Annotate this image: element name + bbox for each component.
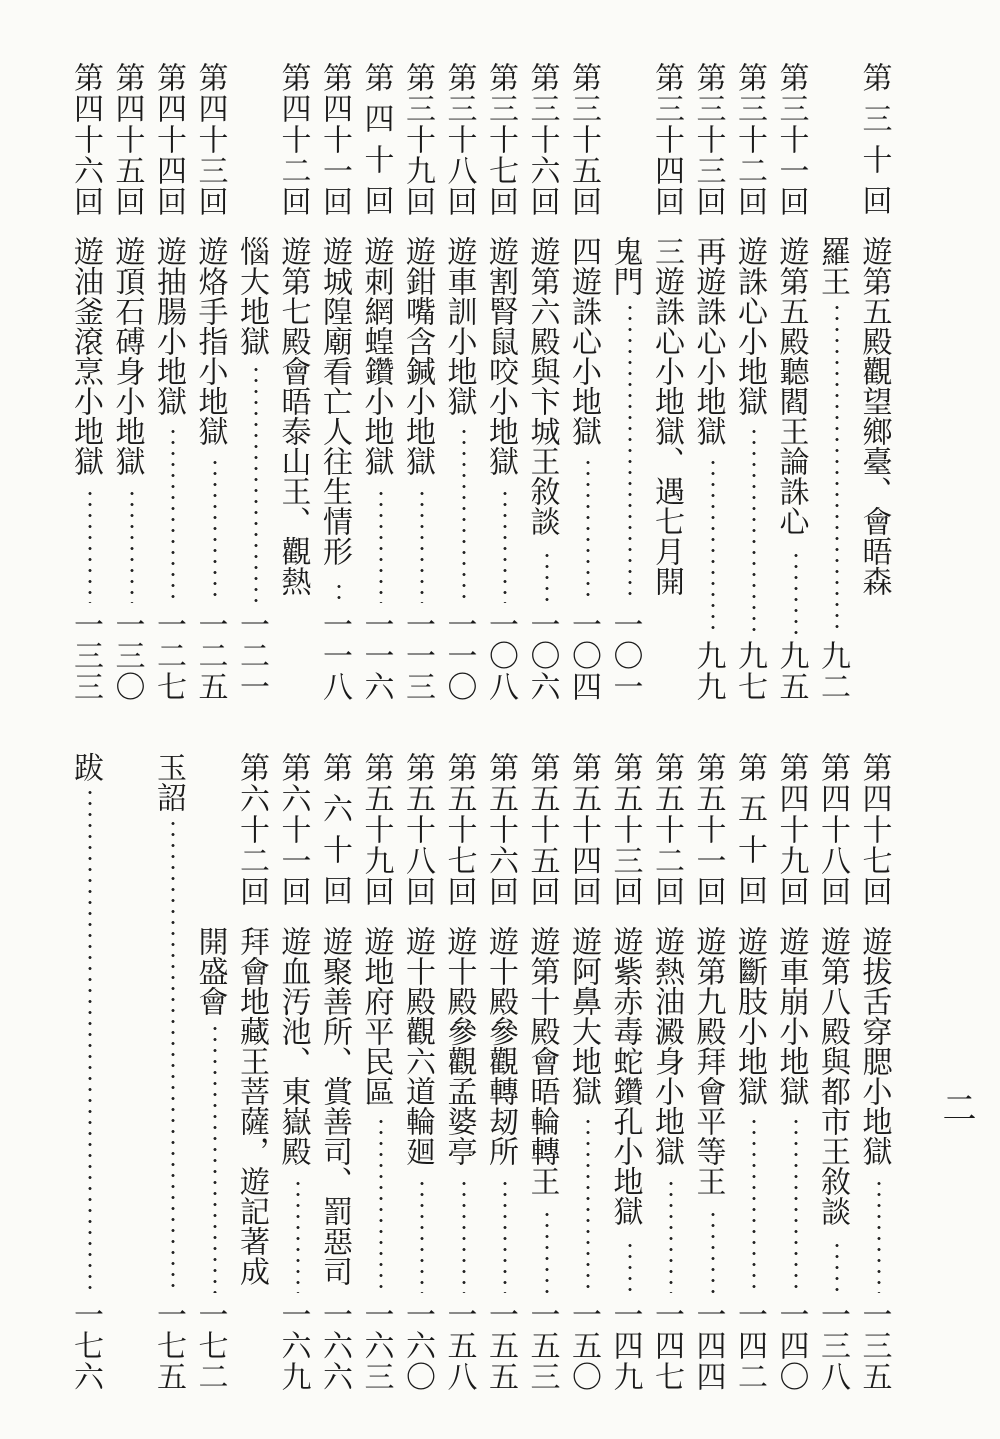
- page-ref: 一一八: [317, 609, 352, 702]
- leader-dots: [711, 457, 715, 634]
- toc-entry: [192, 62, 237, 702]
- chapter-number: 第四十回: [358, 62, 394, 226]
- toc-entry: [275, 62, 320, 702]
- page-ref: 一四〇: [773, 1299, 809, 1392]
- page-ref: 一六六: [317, 1299, 352, 1392]
- entry-title: 三遊誅心小地獄、遇七月開: [649, 236, 684, 596]
- chapter-number: 第四十一回: [317, 62, 352, 217]
- page-ref: 一〇八: [483, 609, 518, 702]
- toc-entry: [441, 752, 486, 1392]
- page-ref: 一四九: [607, 1299, 643, 1392]
- leader-dots: [296, 1178, 300, 1293]
- entry-title: 遊頂石磗身小地獄: [109, 236, 145, 476]
- toc-entry: [568, 62, 610, 702]
- page-ref: 一四四: [690, 1299, 726, 1392]
- chapter-number: 第五十七回: [441, 752, 477, 907]
- toc-entry: [153, 752, 195, 1392]
- toc-entry: [651, 752, 693, 1392]
- page-ref: 一四七: [649, 1299, 684, 1392]
- toc-entry: [109, 62, 154, 702]
- leader-dots: [586, 457, 590, 603]
- page-ref: 一五五: [483, 1299, 518, 1392]
- page-ref: 一二五: [192, 609, 228, 702]
- entry-title: 遊抽腸小地獄: [151, 236, 186, 416]
- toc-entry: [524, 752, 569, 1392]
- entry-title: 遊城隍廟看亡人往生情形: [317, 236, 352, 566]
- leader-dots: [752, 426, 756, 634]
- toc-top-block: [40, 62, 900, 702]
- page-ref: 一六九: [275, 1299, 311, 1392]
- leader-dots: [503, 488, 507, 603]
- toc-entry: [773, 752, 818, 1392]
- toc-entry: [319, 752, 361, 1392]
- chapter-number: 第四十二回: [275, 62, 311, 217]
- entry-title: 遊第八殿與都市王敘談: [815, 926, 850, 1226]
- toc-entry: [690, 62, 735, 702]
- leader-dots: [503, 1178, 507, 1293]
- leader-dots: [752, 1116, 756, 1293]
- leader-dots: [462, 426, 466, 603]
- page-ref: 一一〇: [441, 609, 477, 702]
- leader-dots: [379, 1116, 383, 1293]
- chapter-number: 第三十二回: [732, 62, 767, 217]
- leader-dots: [586, 1116, 590, 1293]
- chapter-number: 第三十回: [856, 62, 892, 226]
- chapter-number: 第五十四回: [566, 752, 601, 907]
- page-ref: 九五: [773, 640, 809, 702]
- entry-title: 惱大地獄: [234, 236, 269, 356]
- toc-entry: [734, 752, 776, 1392]
- page-ref: 一〇一: [607, 609, 643, 702]
- entry-title: 遊車崩小地獄: [773, 926, 809, 1106]
- toc-entry: [734, 62, 776, 702]
- chapter-number: 第五十回: [732, 752, 767, 916]
- chapter-number: 第四十五回: [109, 62, 145, 217]
- toc-entry: [485, 752, 527, 1392]
- toc-entry: [651, 62, 693, 702]
- chapter-number: 第三十四回: [649, 62, 684, 217]
- entry-title: 遊阿鼻大地獄: [566, 926, 601, 1106]
- toc-entry: [441, 62, 486, 702]
- entry-title: 遊車訓小地獄: [441, 236, 477, 416]
- toc-entry: [70, 62, 112, 702]
- leader-dots: [379, 488, 383, 603]
- toc-entry: [153, 62, 195, 702]
- page-ref: 一七二: [192, 1299, 228, 1392]
- page-ref: 一〇六: [524, 609, 560, 702]
- toc-bottom-block: [40, 752, 900, 1392]
- page-ref: 一三八: [815, 1299, 850, 1392]
- chapter-number: 第五十一回: [690, 752, 726, 907]
- chapter-number: 第四十七回: [856, 752, 892, 907]
- toc-entry: [568, 752, 610, 1392]
- entry-title: 遊斷肢小地獄: [732, 926, 767, 1106]
- entry-title: 遊十殿參觀轉刼所: [483, 926, 518, 1166]
- leader-dots: [130, 488, 134, 603]
- page-number: 二: [936, 1090, 976, 1124]
- page-ref: 一二一: [234, 609, 269, 702]
- entry-title: 遊十殿參觀孟婆亭: [441, 926, 477, 1166]
- entry-title: 遊油釜滾烹小地獄: [68, 236, 103, 476]
- toc-entry: [817, 752, 859, 1392]
- leader-dots: [628, 302, 632, 603]
- entry-title: 鬼門: [607, 236, 643, 296]
- page-ref: 一四二: [732, 1299, 767, 1392]
- chapter-number: 第六十回: [317, 752, 352, 916]
- entry-title: 四遊誅心小地獄: [566, 236, 601, 446]
- entry-title: 遊第十殿會晤輪轉王: [524, 926, 560, 1196]
- entry-title: 遊誅心小地獄: [732, 236, 767, 416]
- toc-entry: [607, 752, 652, 1392]
- entry-title: 遊第六殿與卞城王敘談: [524, 236, 560, 536]
- leader-dots: [337, 581, 341, 603]
- page-ref: 一二七: [151, 609, 186, 702]
- page-ref: 九二: [815, 640, 850, 702]
- entry-title: 遊血汚池、東嶽殿: [275, 926, 311, 1166]
- entry-title: 遊鉗嘴含鍼小地獄: [400, 236, 435, 476]
- page-ref: 一五八: [441, 1299, 477, 1392]
- chapter-number: 第四十四回: [151, 62, 186, 217]
- page-ref: 一〇四: [566, 609, 601, 702]
- entry-title: 玉詔: [151, 752, 186, 812]
- chapter-number: 第三十六回: [524, 62, 560, 217]
- leader-dots: [213, 457, 217, 603]
- leader-dots: [794, 1116, 798, 1293]
- leader-dots: [877, 1178, 881, 1293]
- leader-dots: [462, 1178, 466, 1293]
- entry-title: 遊十殿觀六道輪廻: [400, 926, 435, 1166]
- toc-entry: [70, 752, 112, 1392]
- leader-dots: [669, 1178, 673, 1293]
- toc-entry: [856, 62, 901, 702]
- toc-entry: [275, 752, 320, 1392]
- leader-dots: [545, 1209, 549, 1293]
- toc-entry: [773, 62, 818, 702]
- entry-title: 遊烙手指小地獄: [192, 236, 228, 446]
- entry-title: 遊熱油澱身小地獄: [649, 926, 684, 1166]
- toc-entry: [856, 752, 901, 1392]
- toc-entry: [236, 752, 278, 1392]
- chapter-number: 第三十五回: [566, 62, 601, 217]
- page-ref: 一六三: [358, 1299, 394, 1392]
- toc-entry: [192, 752, 237, 1392]
- leader-dots: [420, 488, 424, 603]
- chapter-number: 第四十九回: [773, 752, 809, 907]
- page-ref: 一五三: [524, 1299, 560, 1392]
- leader-dots: [794, 550, 798, 634]
- page-ref: 一三〇: [109, 609, 145, 702]
- entry-title: 遊紫赤毒蛇鑽孔小地獄: [607, 926, 643, 1226]
- chapter-number: 第三十七回: [483, 62, 518, 217]
- chapter-number: 第五十八回: [400, 752, 435, 907]
- page-ref: 一三三: [68, 609, 103, 702]
- chapter-number: 第五十九回: [358, 752, 394, 907]
- leader-dots: [420, 1178, 424, 1293]
- toc-entry: [607, 62, 652, 702]
- chapter-number: 第四十八回: [815, 752, 850, 907]
- toc-entry: [112, 752, 154, 1392]
- leader-dots: [254, 364, 258, 603]
- entry-title: 遊第九殿拜會平等王: [690, 926, 726, 1196]
- entry-title: 遊第五殿觀望鄉臺、會晤森: [856, 236, 892, 596]
- leader-dots: [213, 1023, 217, 1293]
- toc-entry: [485, 62, 527, 702]
- leader-dots: [711, 1209, 715, 1293]
- page-ref: 九七: [732, 640, 767, 702]
- leader-dots: [628, 1240, 632, 1293]
- entry-title: 遊第七殿會晤泰山王、觀熱: [275, 236, 311, 596]
- leader-dots: [835, 302, 839, 634]
- page-ref: 一一三: [400, 609, 435, 702]
- page-ref: 一六〇: [400, 1299, 435, 1392]
- entry-title: 開盛會: [192, 926, 228, 1016]
- chapter-number: 第三十一回: [773, 62, 809, 217]
- entry-title: 遊拔舌穿腮小地獄: [856, 926, 892, 1166]
- chapter-number: 第三十三回: [690, 62, 726, 217]
- toc-entry: [690, 752, 735, 1392]
- chapter-number: 第五十三回: [607, 752, 643, 907]
- leader-dots: [835, 1240, 839, 1293]
- chapter-number: 第四十三回: [192, 62, 228, 217]
- chapter-number: 第四十六回: [68, 62, 103, 217]
- entry-title: 遊地府平民區: [358, 926, 394, 1106]
- entry-title: 再遊誅心小地獄: [690, 236, 726, 446]
- toc-entry: [817, 62, 859, 702]
- page-ref: 一五〇: [566, 1299, 601, 1392]
- chapter-number: 第五十二回: [649, 752, 684, 907]
- entry-title: 羅王: [815, 236, 850, 296]
- page-ref: 一一六: [358, 609, 394, 702]
- leader-dots: [88, 787, 92, 1293]
- toc-entry: [236, 62, 278, 702]
- toc-entry: [524, 62, 569, 702]
- entry-title: 遊刺網蝗鑽小地獄: [358, 236, 394, 476]
- entry-title: 跋: [68, 752, 103, 782]
- chapter-number: 第五十六回: [483, 752, 518, 907]
- entry-title: 拜會地藏王菩薩，遊記著成: [234, 926, 269, 1286]
- page-ref: 九九: [690, 640, 726, 702]
- toc-entry: [402, 62, 444, 702]
- entry-title: 遊割腎鼠咬小地獄: [483, 236, 518, 476]
- toc-entry: [319, 62, 361, 702]
- entry-title: 遊聚善所、賞善司、罰惡司: [317, 926, 352, 1286]
- toc-entry: [358, 752, 403, 1392]
- chapter-number: 第三十九回: [400, 62, 435, 217]
- leader-dots: [545, 550, 549, 603]
- toc-entry: [358, 62, 403, 702]
- toc-entry: [402, 752, 444, 1392]
- page-ref: 一三五: [856, 1299, 892, 1392]
- leader-dots: [171, 818, 175, 1293]
- chapter-number: 第三十八回: [441, 62, 477, 217]
- page-ref: 一七五: [151, 1299, 186, 1392]
- entry-title: 遊第五殿聽閻王論誅心: [773, 236, 809, 536]
- leader-dots: [171, 426, 175, 603]
- chapter-number: 第六十二回: [234, 752, 269, 907]
- leader-dots: [88, 488, 92, 603]
- chapter-number: 第五十五回: [524, 752, 560, 907]
- page-ref: 一七六: [68, 1299, 103, 1392]
- chapter-number: 第六十一回: [275, 752, 311, 907]
